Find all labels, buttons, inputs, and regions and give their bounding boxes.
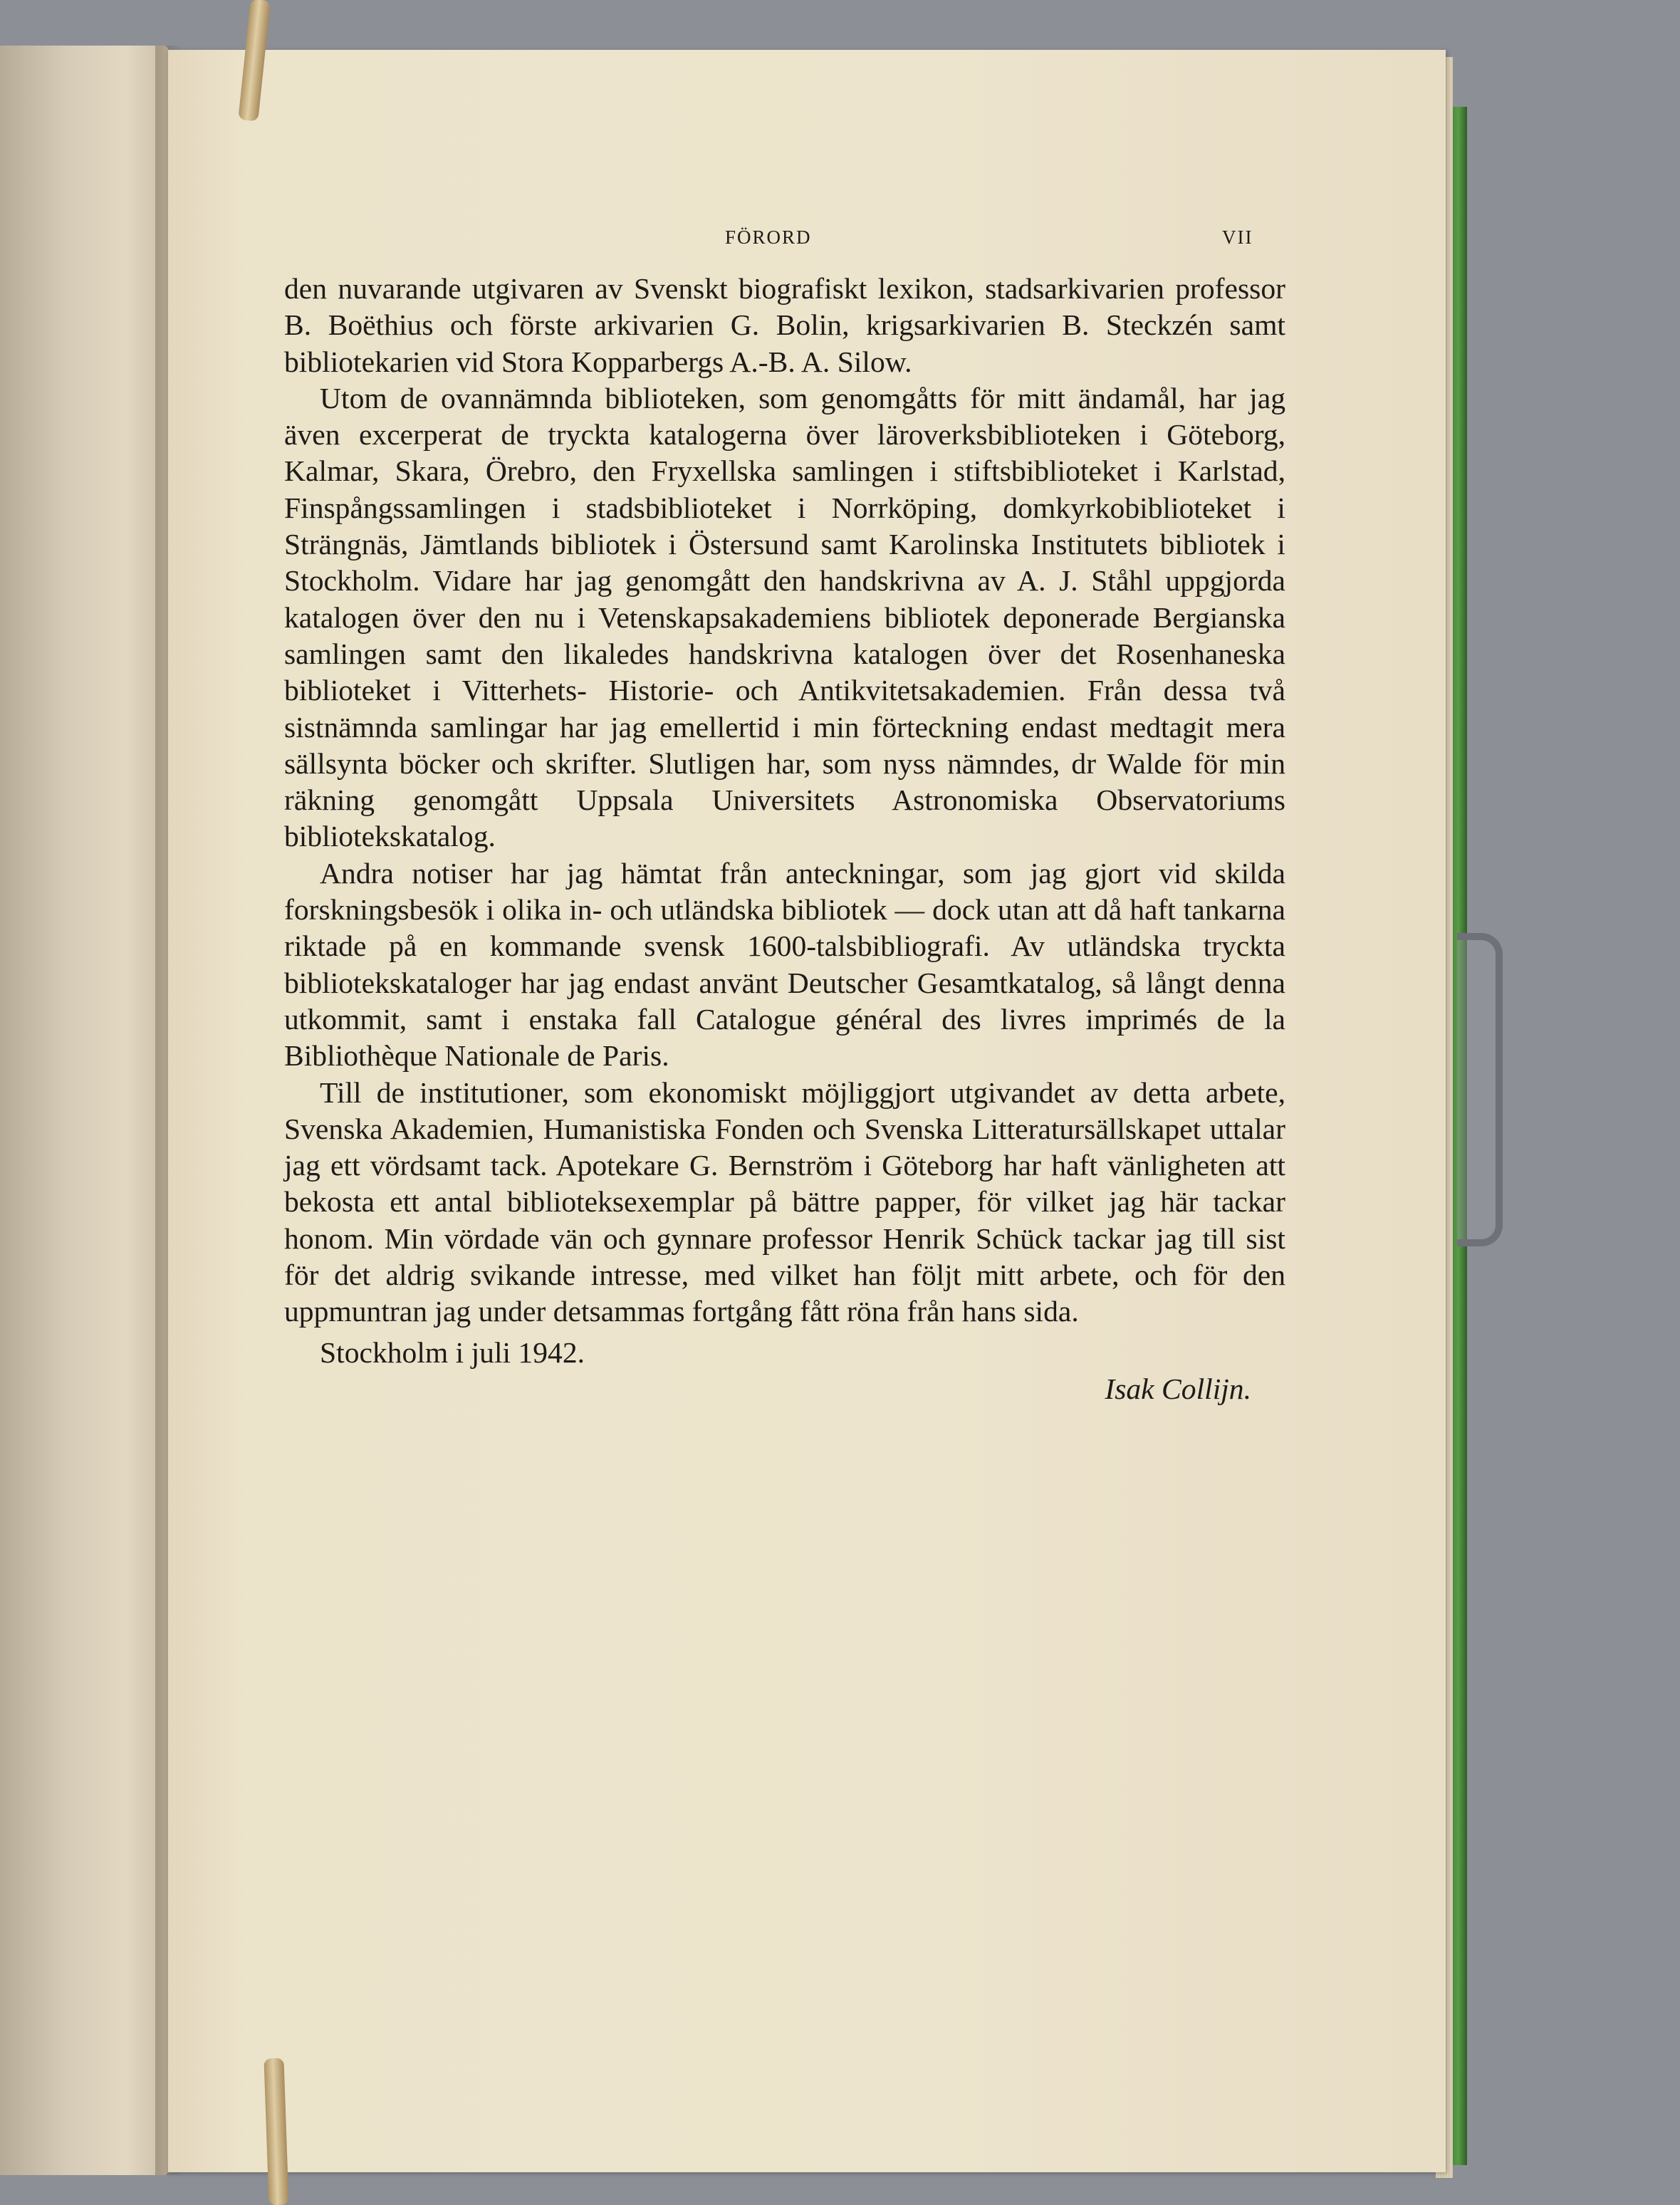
paragraph: Utom de ovannämnda biblioteken, som genomgåtts för mitt ändamål, har jag även excerperat de tryckta katalogerna över läroverksbiblioteken i Göteborg, Kalmar, Skara, Örebro, den Fryxellska samlingen i stiftsbiblioteket i Karlstad, Finspångssamlingen i stadsbiblioteket i Norrköping, domkyrkobiblioteket i Strängnäs, Jämtlands bibliotek i Östersund samt Karolinska Institutets bibliotek i Stockholm. Vidare har jag genomgått den handskrivna av A. J. Ståhl uppgjorda katalogen över den nu i Vetenskapsakademiens bibliotek deponerade Bergianska samlingen samt den likaledes handskrivna katalogen över det Rosenhaneska biblioteket i Vitterhets- Historie- och Antikvitetsakademien. Från dessa två sistnämnda samlingar har jag emellertid i min förteckning endast medtagit mera sällsynta böcker och skrifter. Slutligen har, som nyss nämndes, dr Walde för min räkning genomgått Uppsala Universitets Astronomiska Observatoriums bibliotekskatalog.	[284, 381, 1285, 853]
facing-page-edge	[0, 46, 168, 2175]
paragraph: Andra notiser har jag hämtat från anteckningar, som jag gjort vid skilda forskningsbesök i olika in- och utländska bibliotek — dock utan att då haft tankarna riktade på en kommande svensk 1600-talsbibliografi. Av utländska tryckta bibliotekskataloger har jag endast använt Deutscher Gesamtkatalog, så långt denna utkommit, samt i enstaka fall Catalogue général des livres imprimés de la Bibliothèque Nationale de Paris.	[284, 856, 1285, 1073]
cradle-clasp	[1457, 933, 1503, 1246]
page-number: VII	[1222, 226, 1253, 248]
signature: Isak Collijn.	[1105, 1372, 1251, 1405]
place-date: Stockholm i juli 1942.	[320, 1335, 585, 1369]
running-head: FÖRORD	[725, 226, 812, 248]
page-body	[284, 271, 1285, 1407]
paragraph: Till de institutioner, som ekonomiskt möjliggjort utgivandet av detta arbete, Svenska Akademien, Humanistiska Fonden och Svenska Litteratursällskapet uttalar jag ett vördsamt tack. Apotekare G. Bernström i Göteborg har haft vänligheten att bekosta ett antal biblioteksexemplar på bättre papper, för vilket jag här tackar honom. Min vördade vän och gynnare professor Henrik Schück tackar jag till sist för det aldrig svikande intresse, med vilket han följt mitt arbete, och för den uppmuntran jag under detsammas fortgång fått röna från hans sida.	[284, 1075, 1285, 1328]
paragraph: den nuvarande utgivaren av Svenskt biografiskt lexikon, stadsarkivarien professor B. Boëthius och förste arkivarien G. Bolin, krigsarkivarien B. Steckzén samt bibliotekarien vid Stora Kopparbergs A.-B. A. Silow.	[284, 272, 1285, 378]
